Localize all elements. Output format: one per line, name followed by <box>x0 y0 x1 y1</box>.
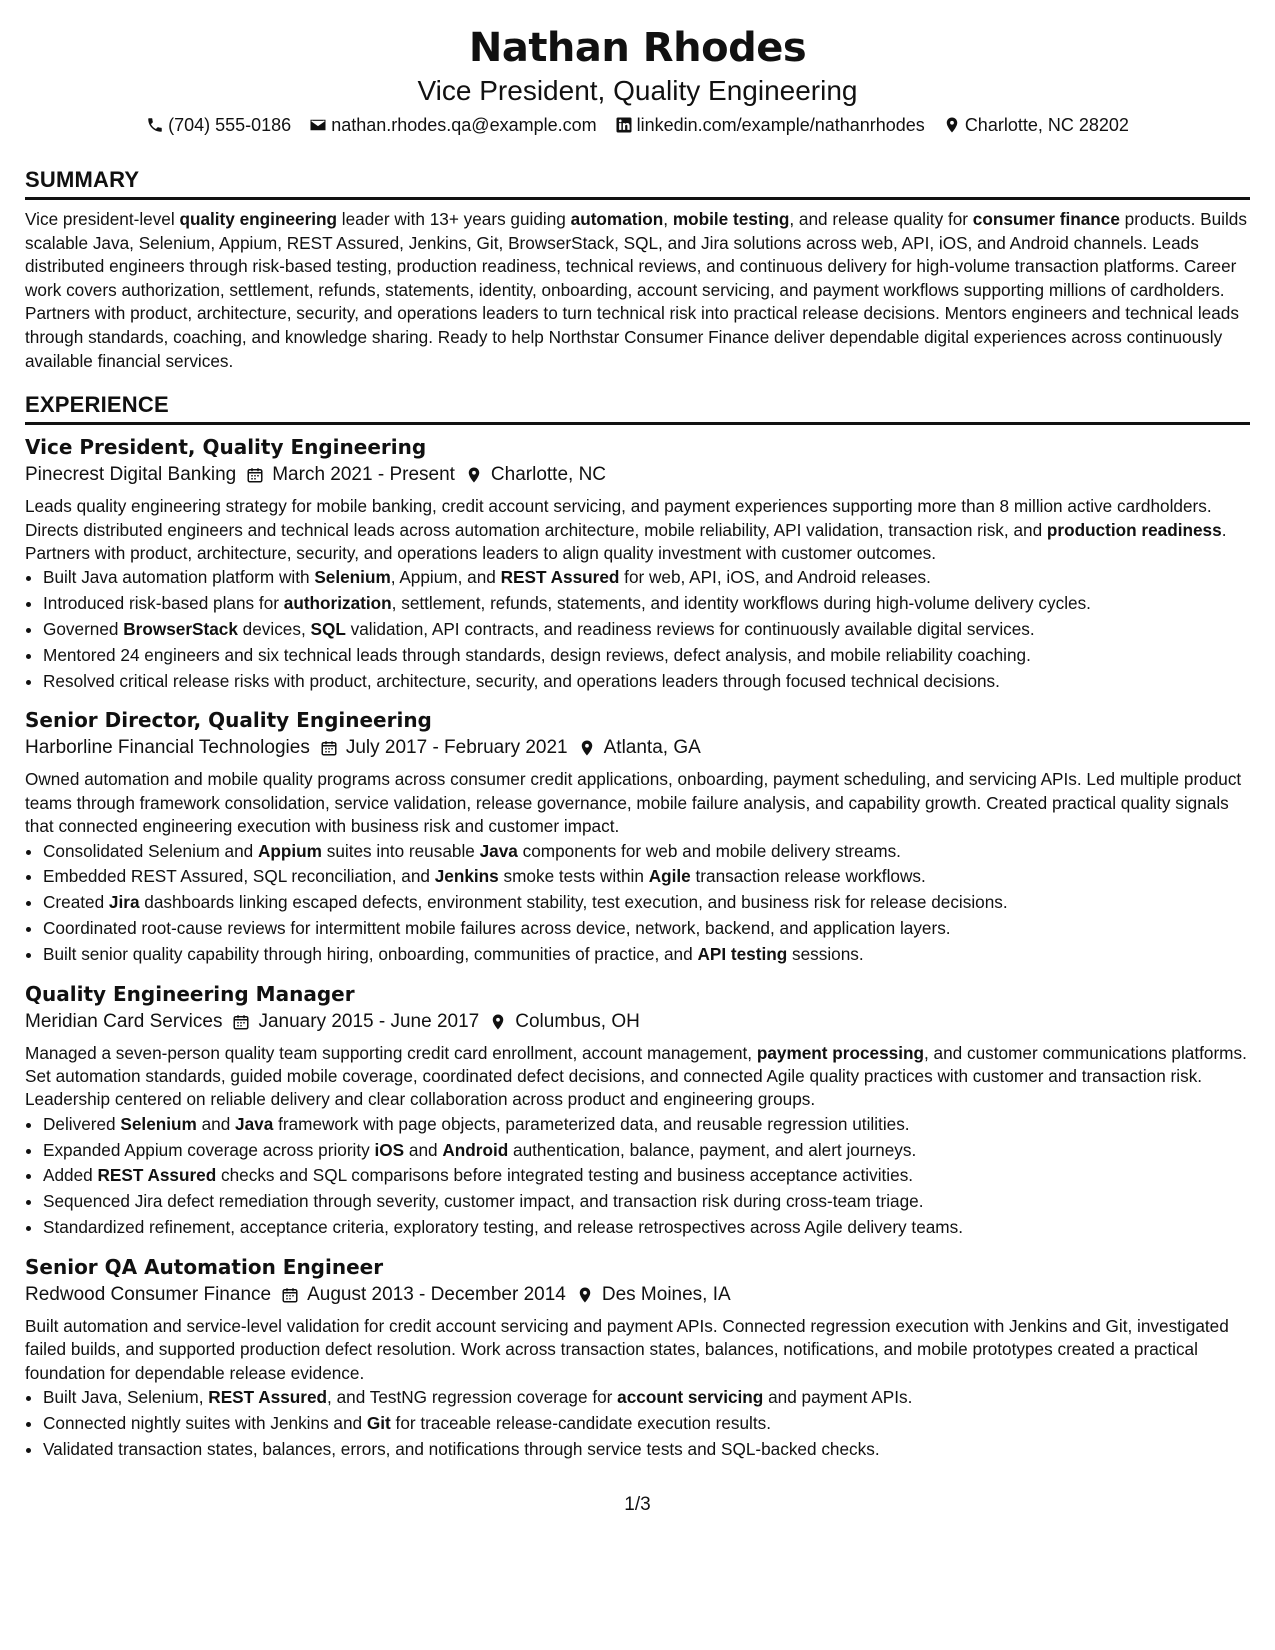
keyword-highlight: authorization <box>283 593 392 614</box>
text-run: Added <box>43 1165 98 1186</box>
job-bullets <box>25 839 1250 968</box>
text-run: Built automation and service-level validation for credit account servicing and payment APIs. Connected regression execution with Jenkins and Git, investigated failed builds, and supported production defect resolution. Work across transaction states, balances, notifications, and mobile prototypes created a practical foundation for dependable release evidence. <box>25 1315 1229 1383</box>
text-run: and <box>404 1139 443 1160</box>
job-entry <box>25 980 1250 1241</box>
text-run: transaction release workflows. <box>690 866 926 887</box>
text-run: Resolved critical release risks with product, architecture, security, and operations leaders through focused technical decisions. <box>43 670 1000 691</box>
keyword-highlight: mobile testing <box>672 209 790 229</box>
job-location: Charlotte, NC <box>490 464 607 486</box>
map-pin-icon <box>578 739 596 757</box>
job-company: Harborline Financial Technologies <box>25 737 310 759</box>
bullet-item <box>43 565 1250 591</box>
keyword-highlight: consumer finance <box>972 209 1120 229</box>
keyword-highlight: production readiness <box>1046 519 1222 540</box>
text-run: Standardized refinement, acceptance criteria, exploratory testing, and release retrospectives across Agile delivery teams. <box>43 1216 963 1237</box>
job-dates-group <box>320 734 568 762</box>
job-bullets <box>25 1112 1250 1241</box>
keyword-highlight: BrowserStack <box>123 618 238 639</box>
text-run: Connected nightly suites with Jenkins and <box>43 1412 367 1433</box>
text-run: Built Java, Selenium, <box>43 1386 209 1407</box>
keyword-highlight: account servicing <box>617 1386 764 1407</box>
envelope-icon <box>309 116 327 134</box>
text-run: Validated transaction states, balances, errors, and notifications through service tests and SQL-backed checks. <box>43 1438 880 1459</box>
text-run: Vice president-level <box>25 209 180 229</box>
contact-linkedin[interactable] <box>615 112 925 138</box>
text-run: for web, API, iOS, and Android releases. <box>619 567 931 588</box>
keyword-highlight: automation <box>570 209 664 229</box>
job-location-group <box>576 1281 731 1309</box>
bullet-item <box>43 1163 1250 1189</box>
text-run: validation, API contracts, and readiness reviews for continuously available digital services. <box>345 618 1035 639</box>
bullet-item <box>43 916 1250 942</box>
text-run: Expanded Appium coverage across priority <box>43 1139 375 1160</box>
text-run: Governed <box>43 618 124 639</box>
job-location-group <box>489 1008 640 1036</box>
keyword-highlight: API testing <box>697 943 788 964</box>
job-meta <box>25 461 1250 489</box>
text-run: Introduced risk-based plans for <box>43 593 284 614</box>
map-pin-icon <box>465 466 483 484</box>
text-run: sessions. <box>787 943 864 964</box>
job-description <box>25 1315 1250 1385</box>
text-run: smoke tests within <box>498 866 649 887</box>
bullet-item <box>43 1189 1250 1215</box>
keyword-highlight: Jira <box>108 892 140 913</box>
bullet-item <box>43 1215 1250 1241</box>
keyword-highlight: Selenium <box>120 1113 197 1134</box>
bullet-item <box>43 942 1250 968</box>
bullet-item <box>43 617 1250 643</box>
phone-text: (704) 555-0186 <box>168 115 292 135</box>
text-run: Owned automation and mobile quality programs across consumer credit applications, onboarding, payment scheduling, and servicing APIs. Led multiple product teams through framework consolidation, service validation, release governance, mobile failure analysis, and capability growth. Created practical quality signals that connected engineering execution with business risk and customer impact. <box>25 769 1242 837</box>
text-run: suites into reusable <box>321 840 480 861</box>
keyword-highlight: REST Assured <box>97 1165 217 1186</box>
text-run: , and TestNG regression coverage for <box>327 1386 618 1407</box>
linkedin-text: linkedin.com/example/nathanrhodes <box>636 115 925 135</box>
text-run: and <box>196 1113 236 1134</box>
bullet-item <box>43 669 1250 695</box>
job-title: Quality Engineering Manager <box>25 981 355 1006</box>
text-run: , and release quality for <box>789 209 973 229</box>
contact-location <box>943 112 1129 138</box>
bullet-item <box>43 864 1250 890</box>
bullet-item <box>43 839 1250 865</box>
text-run: Sequenced Jira defect remediation through severity, customer impact, and transaction risk during cross-team triage. <box>43 1191 924 1212</box>
text-run: framework with page objects, parameterized data, and reusable regression utilities. <box>273 1113 910 1134</box>
job-description <box>25 1042 1250 1112</box>
text-run: checks and SQL comparisons before integrated testing and business acceptance activities. <box>216 1165 914 1186</box>
keyword-highlight: SQL <box>310 618 346 639</box>
text-run: leader with 13+ years guiding <box>337 209 571 229</box>
job-description <box>25 768 1250 838</box>
text-run: Coordinated root-cause reviews for intermittent mobile failures across device, network, backend, and application layers. <box>43 917 951 938</box>
contact-email[interactable] <box>309 112 596 138</box>
contact-row <box>25 112 1250 138</box>
contact-phone <box>146 112 291 138</box>
text-run: and payment APIs. <box>763 1386 913 1407</box>
map-pin-icon <box>489 1013 507 1031</box>
job-entry <box>25 706 1250 967</box>
keyword-highlight: REST Assured <box>500 567 620 588</box>
job-dates-group <box>232 1008 479 1036</box>
job-company: Pinecrest Digital Banking <box>25 464 237 486</box>
bullet-item <box>43 1112 1250 1138</box>
text-run: devices, <box>237 618 311 639</box>
job-dates-group <box>246 461 455 489</box>
bullet-item <box>43 1138 1250 1164</box>
keyword-highlight: Jenkins <box>434 866 499 887</box>
bullet-item <box>43 1437 1250 1463</box>
map-pin-icon <box>576 1286 594 1304</box>
text-run: Mentored 24 engineers and six technical leads through standards, design reviews, defect analysis, and mobile reliability coaching. <box>43 644 1031 665</box>
experience-heading: EXPERIENCE <box>25 391 1250 425</box>
page-number: 1/3 <box>624 1494 651 1515</box>
job-title: Senior QA Automation Engineer <box>25 1254 384 1279</box>
text-run: Leads quality engineering strategy for mobile banking, credit account servicing, and payment experiences supporting more than 8 million active cardholders. Directs distributed engineers and technical leads across automation architecture, mobile reliability, API validation, transaction risk, and <box>25 496 1212 540</box>
job-location-group <box>578 734 701 762</box>
summary-heading: SUMMARY <box>25 166 1250 200</box>
text-run: . Partners with product, architecture, security, and operations leaders to align quality investment with customer outcomes. <box>25 519 1227 563</box>
keyword-highlight: payment processing <box>756 1042 924 1063</box>
email-text: nathan.rhodes.qa@example.com <box>331 115 597 135</box>
candidate-name: Nathan Rhodes <box>468 25 807 71</box>
job-bullets <box>25 565 1250 694</box>
text-run: Managed a seven-person quality team supporting credit card enrollment, account management, <box>25 1042 757 1063</box>
job-dates: August 2013 - December 2014 <box>307 1283 566 1305</box>
text-run: Embedded REST Assured, SQL reconciliation, and <box>43 866 435 887</box>
bullet-item <box>43 1385 1250 1411</box>
bullet-item <box>43 890 1250 916</box>
job-title: Senior Director, Quality Engineering <box>25 708 432 733</box>
keyword-highlight: Agile <box>648 866 691 887</box>
job-location: Atlanta, GA <box>603 737 701 759</box>
location-text: Charlotte, NC 28202 <box>964 115 1129 135</box>
calendar-icon <box>320 739 338 757</box>
text-run: Consolidated Selenium and <box>43 840 258 861</box>
text-run: , Appium, and <box>390 567 501 588</box>
keyword-highlight: REST Assured <box>208 1386 328 1407</box>
keyword-highlight: Selenium <box>314 567 391 588</box>
text-run: , settlement, refunds, statements, and identity workflows during high-volume delivery cycles. <box>391 593 1091 614</box>
bullet-item <box>43 591 1250 617</box>
calendar-icon <box>246 466 264 484</box>
map-pin-icon <box>943 116 961 134</box>
text-run: components for web and mobile delivery streams. <box>517 840 901 861</box>
keyword-highlight: Android <box>442 1139 509 1160</box>
keyword-highlight: quality engineering <box>179 209 338 229</box>
text-run: dashboards linking escaped defects, environment stability, test execution, and business risk for release decisions. <box>139 892 1008 913</box>
phone-icon <box>146 116 164 134</box>
text-run: Delivered <box>43 1113 121 1134</box>
text-run: Created <box>43 892 109 913</box>
job-entry <box>25 1253 1250 1463</box>
text-run: products. Builds scalable Java, Selenium, Appium, REST Assured, Jenkins, Git, BrowserStack, SQL, and Jira solutions across web, API, iOS, and Android channels. Leads distributed engineers through risk-based testing, production readiness, technical reviews, and continuous delivery for high-volume transaction platforms. Career work covers authorization, settlement, refunds, statements, identity, onboarding, account servicing, and payment workflows supporting millions of cardholders. Partners with product, architecture, security, and operations leaders to turn technical risk into practical release decisions. Mentors engineers and technical leads through standards, coaching, and knowledge sharing. Ready to help Northstar Consumer Finance deliver dependable digital experiences across continuously available financial services. <box>25 209 1247 371</box>
job-location: Des Moines, IA <box>601 1283 731 1305</box>
job-dates-group <box>281 1281 566 1309</box>
text-run: , and customer communications platforms. Set automation standards, guided mobile coverage, coordinated defect decisions, and connected Agile quality practices with customer and transaction risk. Leadership centered on reliable delivery and clear collaboration across product and engineering groups. <box>25 1042 1247 1110</box>
job-title: Vice President, Quality Engineering <box>25 435 427 460</box>
keyword-highlight: Git <box>366 1412 391 1433</box>
keyword-highlight: iOS <box>374 1139 405 1160</box>
experience-list <box>25 433 1250 1462</box>
keyword-highlight: Java <box>479 840 518 861</box>
job-location-group <box>465 461 606 489</box>
candidate-title: Vice President, Quality Engineering <box>417 75 858 106</box>
text-run: authentication, balance, payment, and alert journeys. <box>508 1139 917 1160</box>
job-dates: January 2015 - June 2017 <box>258 1010 480 1032</box>
job-company: Redwood Consumer Finance <box>25 1283 272 1305</box>
text-run: for traceable release-candidate execution results. <box>390 1412 772 1433</box>
keyword-highlight: Appium <box>258 840 322 861</box>
job-bullets <box>25 1385 1250 1462</box>
linkedin-icon <box>615 116 633 134</box>
job-dates: March 2021 - Present <box>272 464 455 486</box>
bullet-item <box>43 643 1250 669</box>
resume-header <box>25 22 1250 138</box>
keyword-highlight: Java <box>235 1113 274 1134</box>
calendar-icon <box>281 1286 299 1304</box>
job-location: Columbus, OH <box>515 1010 640 1032</box>
text-run: Built senior quality capability through hiring, onboarding, communities of practice, and <box>43 943 698 964</box>
job-description <box>25 495 1250 565</box>
calendar-icon <box>232 1013 250 1031</box>
text-run: Built Java automation platform with <box>43 567 315 588</box>
summary-text <box>25 208 1250 373</box>
job-meta <box>25 1008 1250 1036</box>
job-entry <box>25 433 1250 694</box>
text-run: , <box>663 209 673 229</box>
job-meta <box>25 734 1250 762</box>
job-dates: July 2017 - February 2021 <box>345 737 568 759</box>
job-meta <box>25 1281 1250 1309</box>
job-company: Meridian Card Services <box>25 1010 223 1032</box>
bullet-item <box>43 1411 1250 1437</box>
